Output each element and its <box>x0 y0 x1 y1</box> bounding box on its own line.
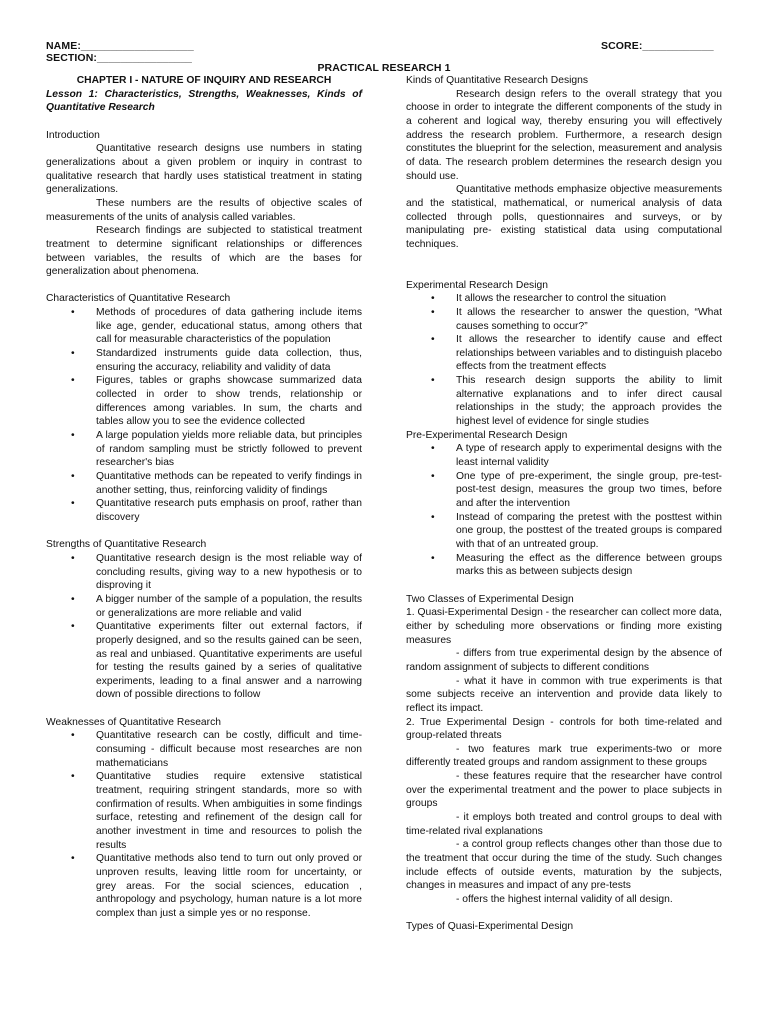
intro-paragraph: Quantitative research designs use numbers in stating generalizations about a given problem or inquiry in contrast to qualitative research that hardly uses statistical treatment in stating generalizations. <box>46 143 362 196</box>
true-detail: - two features mark true experiments-two or more differently treated groups and random assignment to these groups <box>406 743 722 769</box>
page-title: PRACTICAL RESEARCH 1 <box>317 62 451 74</box>
list-item: • Methods of procedures of data gathering include items like age, gender, educational status, among others that call for measurable characteristics of the population <box>46 306 362 347</box>
list-item: • A type of research apply to experimental designs with the least internal validity <box>406 442 722 469</box>
list-item: • One type of pre-experiment, the single group, pre-test-post-test design, measures the group two times, before and after the intervention <box>406 470 722 511</box>
types-heading: Types of Quasi-Experimental Design <box>406 921 574 933</box>
characteristics-list <box>46 306 362 525</box>
list-item: • Quantitative studies require extensive statistical treatment, requiring stringent standards, more so with confirmation of results. When ambiguities in some findings surface, retesting and refinement of the design call for another investment in time and resources to polish the results <box>46 770 362 852</box>
list-item: • Quantitative research puts emphasis on proof, rather than discovery <box>46 497 362 524</box>
name-field: NAME:___________________ <box>46 40 194 52</box>
list-item: • It allows the researcher to answer the question, “What causes something to occur?” <box>406 306 722 333</box>
true-definition: 2. True Experimental Design - controls for both time-related and group-related threats <box>406 716 722 742</box>
section-field: SECTION:________________ <box>46 52 193 64</box>
list-item: • Quantitative methods also tend to turn out only proved or unproven results, leaving little room for uncertainty, or grey areas. For the social sciences, education , anthropology and psychology, human nature is a lot more complex than just a simple yes or no response. <box>46 852 362 920</box>
strengths-list <box>46 552 362 702</box>
left-column <box>46 74 362 921</box>
true-detail: - offers the highest internal validity of all design. <box>456 894 673 906</box>
kinds-paragraph: Research design refers to the overall strategy that you choose in order to integrate the different components of the study in a coherent and logical way, thereby ensuring you will effectively address the research problem. Furthermore, a research design constitutes the blueprint for the selection, measurement and analysis of data. The research problem determines the research design you should use. <box>406 88 722 182</box>
strengths-heading: Strengths of Quantitative Research <box>46 539 207 551</box>
quasi-detail: - what it have in common with true experiments is that some subjects receive an intervention and provide data likely to reflect its impact. <box>406 675 722 714</box>
true-detail: - these features require that the researcher have control over the experimental treatment and the power to place subjects in groups <box>406 771 722 810</box>
kinds-paragraph: Quantitative methods emphasize objective measurements and the statistical, mathematical, or numerical analysis of data collected through polls, questionnaires and surveys, or by manipulating pre- existing statistical data using computational techniques. <box>406 184 722 250</box>
list-item: • Standardized instruments guide data collection, thus, ensuring the accuracy, reliability and validity of data <box>46 347 362 374</box>
score-field: SCORE:____________ <box>601 40 714 52</box>
list-item: • Quantitative research design is the most reliable way of concluding results, giving way to a new hypothesis or to disproving it <box>46 552 362 593</box>
experimental-heading: Experimental Research Design <box>406 279 548 291</box>
characteristics-heading: Characteristics of Quantitative Research <box>46 293 231 305</box>
list-item: • Quantitative methods can be repeated to verify findings in another setting, thus, reinforcing validity of findings <box>46 470 362 497</box>
intro-heading: Introduction <box>46 129 100 141</box>
list-item: • It allows the researcher to identify cause and effect relationships between variables and to distinguish placebo effects from the treatment effects <box>406 333 722 374</box>
list-item: • Measuring the effect as the difference between groups marks this as between subjects design <box>406 552 722 579</box>
lesson-heading: Lesson 1: Characteristics, Strengths, Weaknesses, Kinds of Quantitative Research <box>46 88 362 114</box>
true-detail: - a control group reflects changes other than those due to the treatment that occur during the time of the study. Such changes include effects of outside events, maturation by the subjects, changes in measures and impact of any pre-tests <box>406 839 722 892</box>
quasi-definition: 1. Quasi-Experimental Design - the researcher can collect more data, either by scheduling more observations or finding more existing measures <box>406 607 722 646</box>
intro-paragraph: Research findings are subjected to statistical treatment treatment to determine significant relationships or differences between variables, the results of which are the bases for generalization about phenomena. <box>46 225 362 278</box>
quasi-detail: - differs from true experimental design by the absence of random assignment of subjects to different conditions <box>406 648 722 673</box>
weaknesses-list <box>46 729 362 920</box>
right-column <box>406 74 722 934</box>
experimental-list <box>406 292 722 429</box>
list-item: • Figures, tables or graphs showcase summarized data collected in order to show trends, relationship or differences among variables. In sum, the charts and tables allow you to see the evidence collected <box>46 374 362 429</box>
list-item: • A large population yields more reliable data, but principles of random sampling must be strictly followed to prevent researcher's bias <box>46 429 362 470</box>
list-item: • This research design supports the ability to limit alternative explanations and to infer direct causal relationships in the study; the approach provides the highest level of evidence for single studies <box>406 374 722 429</box>
weaknesses-heading: Weaknesses of Quantitative Research <box>46 716 221 728</box>
intro-paragraph: These numbers are the results of objective scales of measurements of the units of analysis called variables. <box>46 197 362 223</box>
two-classes-heading: Two Classes of Experimental Design <box>406 593 574 605</box>
list-item: • It allows the researcher to control the situation <box>406 292 722 306</box>
pre-experimental-heading: Pre-Experimental Research Design <box>406 429 568 441</box>
true-detail: - it employs both treated and control groups to deal with time-related rival explanations <box>406 812 722 837</box>
chapter-heading: CHAPTER I - NATURE OF INQUIRY AND RESEARCH <box>76 75 332 86</box>
kinds-heading: Kinds of Quantitative Research Designs <box>406 75 589 86</box>
list-item: • Quantitative experiments filter out external factors, if properly designed, and so the results gained can be seen, as real and unbiased. Quantitative experiments are useful for testing the results gained by a series of qualitative experiments, leading to a final answer and a narrowing down of possible directions to follow <box>46 620 362 702</box>
list-item: • Quantitative research can be costly, difficult and time-consuming - difficult because most researches are non mathematicians <box>46 729 362 770</box>
list-item: • A bigger number of the sample of a population, the results or generalizations are more reliable and valid <box>46 593 362 620</box>
pre-experimental-list <box>406 442 722 579</box>
list-item: • Instead of comparing the pretest with the posttest within one group, the posttest of the treated groups is compared with that of an untreated group. <box>406 511 722 552</box>
